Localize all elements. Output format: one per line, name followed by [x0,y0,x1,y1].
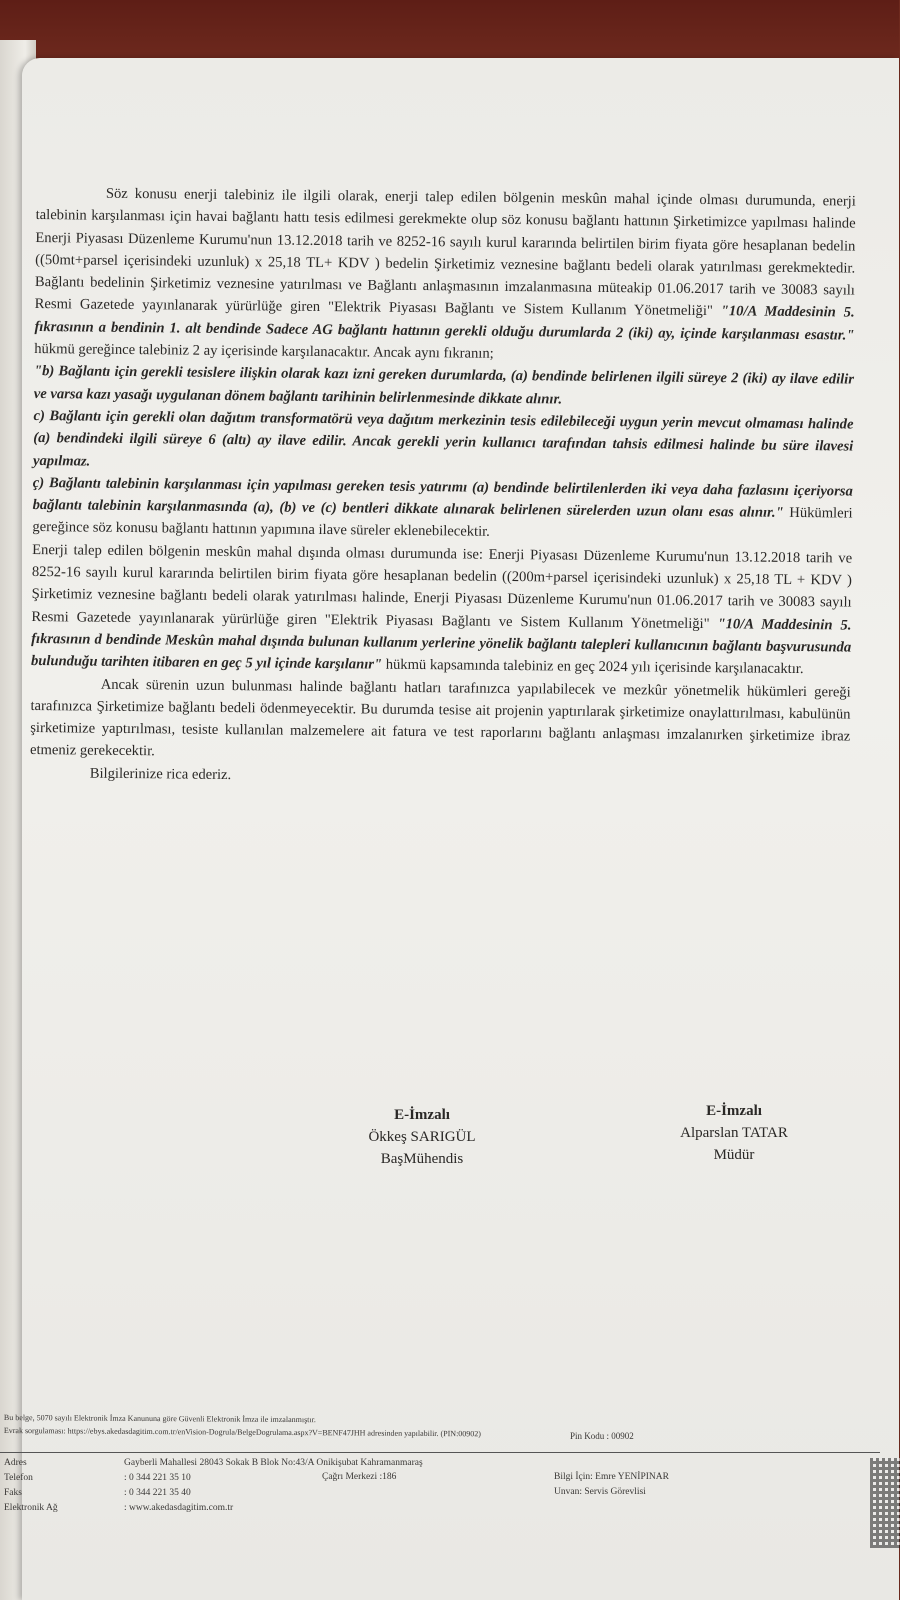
footer-divider [0,1452,880,1453]
p1-quote-bold: "10/A Maddesinin 5. fıkrasının a bendinin 1. alt bendinde Sadece AG bağlantı hattının gerekli olduğu durumlarda 2 (iki) ay, içinde karşılanması esastır." [34,303,855,344]
signature-right-name: Alparslan TATAR [680,1125,788,1141]
contact-person-title: Unvan: Servis Görevlisi [554,1487,646,1497]
closing-line: Bilgilerinize rica ederiz. [89,765,232,783]
paragraph-2 [31,539,852,681]
clause-cc: ç) Bağlantı talebinin karşılanması için yapılması gereken tesis yatırımı (a) bendinde belirtilenlerden iki veya daha fazlasını içeriyorsa bağlantı talebinin karşılanmasında (a), (b) ve (c) bentleri dikkate alınarak belirlenen sürelerden uzun olanı esas alınır." [32,474,853,522]
paragraph-3: Ancak sürenin uzun bulunması halinde bağlantı hatları tarafınızca yapılabilecek ve mezkûr yönetmelik hükümleri gereği tarafınızca Şirketimize bağlantı bedeli ödenmeyecektir. Bu durumda tesise ait projenin yaptırılarak şirketimize onaylattırılması, kabulünün şirketimize yaptırılması, tesiste kullanılan malzemelere ait fatura ve test raporlarını bağlantı anlaşması imzalanırken şirketimize ibraz etmeniz gerekecektir. [29,676,851,760]
paragraph-1 [34,182,856,369]
address-value: Gayberli Mahallesi 28043 Sokak B Blok No:43/A Onikişubat Kahramanmaraş [124,1458,423,1468]
pin-code: Pin Kodu : 00902 [570,1431,634,1441]
web-label: Elektronik Ağ [4,1503,58,1513]
letter-page [3,58,899,1600]
contact-row-address [4,1456,864,1471]
signature-left-name: Ökkeş SARIGÜL [368,1129,476,1145]
clause-cc-paragraph [32,472,853,547]
phone-value: : 0 344 221 35 10 [124,1473,191,1483]
letter-body [30,182,856,793]
signature-left [322,1104,522,1170]
qr-code-icon [870,1458,900,1548]
contact-row-phone [4,1471,864,1486]
p2-part-1: Enerji talep edilen bölgenin meskûn mahal dışında olması durumunda ise: Enerji Piyasası Düzenleme Kurumu'nun 13.12.2018 tarih ve 8252-16 sayılı kurul kararında belirtilen birim fiyata göre hesaplanan bedelin ((200m+parsel içerisindeki uzunluk) x 25,18 TL + KDV ) Şirketimiz veznesine bağlantı bedeli olarak yatırılması halinde, Enerji Piyasası Düzenleme Kurumu'nun 01.06.2017 tarih ve 30083 sayılı Resmi Gazetede yayınlanarak yürürlüğe giren "Elektrik Piyasası Bağlantı ve Sistem Kullanım Yönetmeliği" [31,541,853,632]
signature-right [634,1100,834,1166]
contact-row-web [4,1501,864,1516]
phone-label: Telefon [4,1473,33,1483]
signature-left-title: BaşMühendis [380,1151,464,1167]
footer-contact [4,1456,864,1516]
fax-value: : 0 344 221 35 40 [124,1488,191,1498]
clause-cc-tail: Hükümleri gereğince söz konusu bağlantı hattının yapımına ilave süreler eklenebilecektir. [32,505,853,541]
address-label: Adres [4,1458,27,1468]
p1-part-3: hükmü gereğince talebiniz 2 ay içerisinde karşılanacaktır. Ancak aynı fıkranın; [34,341,494,362]
clause-b: "b) Bağlantı için gerekli tesislere ilişkin olarak kazı izni gereken durumlarda, (a) bendinde belirlenen ilgili süreye 2 (iki) ay ilave edilir ve varsa kazı yasağı uygulanan dönem bağlantı tarihinin belirlenmesinde dikkate alınır. [33,363,855,408]
footer-verify-note: Evrak sorgulaması: https://ebys.akedasdagitim.com.tr/enVision-Dogrula/BelgeDogrulama.aspx?V=BENF47JHH adresinden yapılabilir. (PIN:00902) [3,1425,482,1439]
p2-part-3: hükmü kapsamında talebiniz en geç 2024 yılı içerisinde karşılanacaktır. [382,656,804,678]
call-center: Çağrı Merkezi :186 [322,1472,397,1482]
signature-left-label: E-İmzalı [394,1107,450,1123]
fax-label: Faks [4,1488,22,1498]
contact-person-name: Bilgi İçin: Emre YENİPINAR [554,1472,669,1482]
p1-part-1: Söz konusu enerji talebiniz ile ilgili olarak, enerji talep edilen bölgenin meskûn mahal içinde olması durumunda, enerji talebinin karşılanması için havai bağlantı hattı tesis edilmesi gerekmekte olup söz konusu bağlantı hattının Şirketimizce yapılması halinde Enerji Piyasası Düzenleme Kurumu'nun 13.12.2018 tarih ve 8252-16 sayılı kurul kararında belirtilen birim fiyata göre hesaplanan bedelin ((50mt+parsel içerisindeki uzunluk) x 25,18 TL+ KDV ) bedelin Şirketimiz veznesine bağlantı bedeli olarak yatırılması gerekmektedir. Bağlantı bedelinin Şirketimiz veznesine yatırılması ve Bağlantı anlaşmasının imzalanmasına müteakip 01.06.2017 tarih ve 30083 sayılı Resmi Gazetede yayınlanarak yürürlüğe giren "Elektrik Piyasası Bağlantı ve Sistem Kullanım Yönetmeliği" [34,185,856,320]
signature-right-title: Müdür [713,1147,755,1163]
clause-c: c) Bağlantı için gerekli olan dağıtım transformatörü veya dağıtım merkezinin tesis edilebileceği uygun yerin mevcut olmaması halinde (a) bendindeki ilgili süreye 6 (altı) ay ilave edilir. Ancak gerekli yerin kullanıcı tarafından tahsis edilmesi halinde bu süre ilavesi yapılmaz. [32,407,854,470]
contact-row-fax [4,1486,864,1501]
footer-notice [4,1411,804,1443]
footer-esign-note: Bu belge, 5070 sayılı Elektronik İmza Kanununa göre Güvenli Elektronik İmza ile imzalanmıştır. [3,1413,316,1425]
web-value: : www.akedasdagitim.com.tr [124,1503,234,1513]
contact-person [554,1470,669,1500]
signature-right-label: E-İmzalı [706,1103,762,1119]
p2-quote-bold: "10/A Maddesinin 5. fıkrasının d bendinde Meskûn mahal dışında bulunan kullanım yerlerine yönelik bağlantı talepleri kullanıcının bağlantı başvurusunda bulunduğu tarihten itibaren en geç 5 yıl içinde karşılanır" [30,615,852,673]
